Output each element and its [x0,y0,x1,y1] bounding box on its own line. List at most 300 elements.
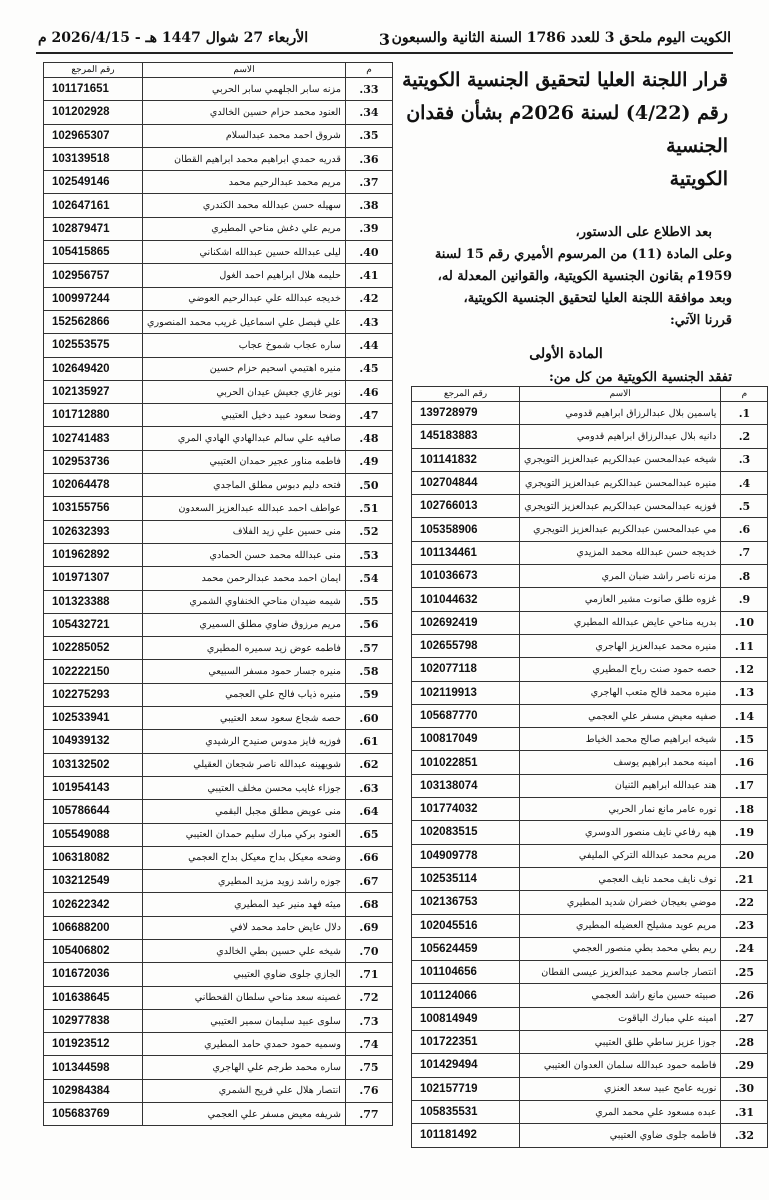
row-number: 11. [721,634,768,657]
table-row [44,264,393,287]
table-row [44,637,393,660]
header-name: الاسم [520,387,721,402]
row-number: 47. [345,404,392,427]
row-number: 76. [345,1079,392,1102]
table-row [412,495,768,518]
table-row [44,916,393,939]
person-name: جوزاء غايب محسن مخلف العتيبي [143,776,346,799]
reference-number: 105683769 [44,1103,143,1126]
row-number: 5. [721,495,768,518]
reference-number: 102077118 [412,658,520,681]
article-title: المادة الأولى [529,346,603,362]
reference-number: 102083515 [412,821,520,844]
row-number: 77. [345,1103,392,1126]
table-header-row [412,387,768,402]
row-number: 9. [721,588,768,611]
row-number: 74. [345,1033,392,1056]
row-number: 10. [721,611,768,634]
row-number: 69. [345,916,392,939]
table-row [412,798,768,821]
reference-number: 102275293 [44,683,143,706]
row-number: 38. [345,194,392,217]
row-number: 72. [345,986,392,1009]
table-row [44,730,393,753]
reference-number: 105432721 [44,613,143,636]
row-number: 64. [345,800,392,823]
row-number: 28. [721,1031,768,1054]
row-number: 25. [721,961,768,984]
row-number: 71. [345,963,392,986]
row-number: 13. [721,681,768,704]
person-name: منيره محمد فالح متعب الهاجري [520,681,721,704]
reference-number: 102649420 [44,357,143,380]
reference-number: 102692419 [412,611,520,634]
row-number: 18. [721,798,768,821]
table-row [412,984,768,1007]
decree-title-line: رقم (4/22) لسنة 2026م بشأن فقدان الجنسية [406,102,728,157]
reference-number: 102045516 [412,914,520,937]
reference-number: 102136753 [412,891,520,914]
reference-number: 101323388 [44,590,143,613]
table-row [44,194,393,217]
table-row [44,776,393,799]
person-name: وضحا سعود عبيد دخيل العتيبي [143,404,346,427]
table-row [44,404,393,427]
reference-number: 102956757 [44,264,143,287]
person-name: هيه رفاعي نايف منصور الدوسري [520,821,721,844]
person-name: علي فيصل علي اسماعيل غريب محمد المنصوري [143,310,346,333]
reference-number: 101712880 [44,404,143,427]
row-number: 40. [345,241,392,264]
person-name: نوف نايف محمد نايف العجمي [520,867,721,890]
reference-number: 102965307 [44,124,143,147]
table-row [412,774,768,797]
table-row [44,660,393,683]
reference-number: 102632393 [44,520,143,543]
person-name: مريم عويد مشيلح العضيله المطيري [520,914,721,937]
decree-title-line: قرار اللجنة العليا لتحقيق الجنسية الكويتية [402,69,728,91]
reference-number: 102879471 [44,217,143,240]
row-number: 67. [345,870,392,893]
reference-number: 102704844 [412,471,520,494]
table-row [412,634,768,657]
reference-number: 103155756 [44,497,143,520]
reference-number: 102655798 [412,634,520,657]
reference-number: 101124066 [412,984,520,1007]
reference-number: 102222150 [44,660,143,683]
reference-number: 102622342 [44,893,143,916]
reference-number: 101429494 [412,1054,520,1077]
decree-paragraph: قررنا الآتي: [669,313,732,328]
person-name: شريفه معيض مسفر علي العجمي [143,1103,346,1126]
reference-number: 145183883 [412,425,520,448]
person-name: حليمه هلال ابراهيم احمد الغول [143,264,346,287]
row-number: 8. [721,565,768,588]
row-number: 34. [345,101,392,124]
row-number: 45. [345,357,392,380]
row-number: 19. [721,821,768,844]
reference-number: 101971307 [44,567,143,590]
row-number: 14. [721,704,768,727]
reference-number: 101022851 [412,751,520,774]
reference-number: 101036673 [412,565,520,588]
table-row [44,520,393,543]
header-ref: رقم المرجع [44,63,143,78]
table-row [44,613,393,636]
person-name: دلال عايض حامد محمد لافي [143,916,346,939]
header-name: الاسم [143,63,346,78]
names-table-2 [43,62,393,1126]
person-name: منيره محمد عبدالعزيز الهاجري [520,634,721,657]
row-number: 3. [721,448,768,471]
reference-number: 101134461 [412,541,520,564]
reference-number: 101171651 [44,78,143,101]
row-number: 70. [345,939,392,962]
row-number: 6. [721,518,768,541]
person-name: ياسمين بلال عبدالرزاق ابراهيم قدومي [520,402,721,425]
row-number: 62. [345,753,392,776]
table-row [44,1009,393,1032]
person-name: وضحه معيكل بداح معيكل بداح العجمي [143,846,346,869]
decree-body [400,222,732,332]
reference-number: 102984384 [44,1079,143,1102]
person-name: مريم مرزوق ضاوي مطلق السميري [143,613,346,636]
reference-number: 102157719 [412,1077,520,1100]
page-header [36,22,733,54]
row-number: 61. [345,730,392,753]
header-num: م [721,387,768,402]
table-row [44,823,393,846]
row-number: 54. [345,567,392,590]
table-row [412,658,768,681]
reference-number: 105835531 [412,1100,520,1123]
person-name: ايمان احمد محمد عبدالرحمن محمد [143,567,346,590]
person-name: نوريه عامح عبيد سعد العنزي [520,1077,721,1100]
row-number: 27. [721,1007,768,1030]
table-row [412,611,768,634]
reference-number: 104939132 [44,730,143,753]
reference-number: 103139518 [44,147,143,170]
table-row [44,1033,393,1056]
person-name: مريم محمد عبدالله التركي المليفي [520,844,721,867]
reference-number: 102533941 [44,707,143,730]
table-row [412,541,768,564]
table-row [412,588,768,611]
table-row [412,1077,768,1100]
row-number: 7. [721,541,768,564]
table-row [44,753,393,776]
person-name: منيره ذياب فالح علي العجمي [143,683,346,706]
row-number: 60. [345,707,392,730]
reference-number: 101672036 [44,963,143,986]
row-number: 51. [345,497,392,520]
table-row [44,590,393,613]
decree-paragraph: بعد الاطلاع على الدستور، [575,225,712,240]
row-number: 22. [721,891,768,914]
person-name: دانيه بلال عبدالرزاق ابراهيم قدومي [520,425,721,448]
table-row [44,380,393,403]
table-row [412,914,768,937]
person-name: صافيه علي سالم عبدالهادي الهادي المري [143,427,346,450]
table-row [412,1124,768,1147]
row-number: 26. [721,984,768,1007]
person-name: ساره عجاب شموخ عجاب [143,334,346,357]
person-name: حصه حمود صنت رباح المطيري [520,658,721,681]
table-row [44,497,393,520]
table-row [412,1007,768,1030]
table-row [412,937,768,960]
row-number: 29. [721,1054,768,1077]
row-number: 56. [345,613,392,636]
person-name: فاطمه مناور عجير حمدان العتيبي [143,450,346,473]
row-number: 31. [721,1100,768,1123]
person-name: جوزا عزيز ساطي طلق العتيبي [520,1031,721,1054]
reference-number: 152562866 [44,310,143,333]
table-row [44,870,393,893]
row-number: 48. [345,427,392,450]
row-number: 63. [345,776,392,799]
reference-number: 101962892 [44,543,143,566]
person-name: امينه محمد ابراهيم يوسف [520,751,721,774]
table-row [44,241,393,264]
person-name: فاطمه جلوى ضاوي العتيبي [520,1124,721,1147]
row-number: 46. [345,380,392,403]
person-name: قدريه حمدي ابراهيم محمد ابراهيم القطان [143,147,346,170]
person-name: منى عويض مطلق مجبل البقمي [143,800,346,823]
reference-number: 102741483 [44,427,143,450]
row-number: 16. [721,751,768,774]
person-name: خديجه عبدالله علي عبدالرحيم العوضي [143,287,346,310]
person-name: ساره محمد طرجم علي الهاجري [143,1056,346,1079]
person-name: مزنه ناصر راشد ضبان المري [520,565,721,588]
header-num: م [345,63,392,78]
reference-number: 102119913 [412,681,520,704]
reference-number: 102953736 [44,450,143,473]
person-name: عبده مسعود علي محمد المري [520,1100,721,1123]
table-row [44,567,393,590]
reference-number: 139728979 [412,402,520,425]
reference-number: 105415865 [44,241,143,264]
row-number: 41. [345,264,392,287]
row-number: 37. [345,171,392,194]
person-name: حصه شجاع سعود سعد العتيبي [143,707,346,730]
row-number: 20. [721,844,768,867]
person-name: مزنه سابر الجلهمي سابر الحربي [143,78,346,101]
person-name: فتحه دليم دبوس مطلق الماجدي [143,474,346,497]
table-row [44,474,393,497]
reference-number: 101104656 [412,961,520,984]
table-row [412,821,768,844]
person-name: فوزيه عبدالمحسن عبدالكريم عبدالعزيز التويجري [520,495,721,518]
reference-number: 102553575 [44,334,143,357]
row-number: 21. [721,867,768,890]
table-row [44,357,393,380]
row-number: 58. [345,660,392,683]
table-row [44,800,393,823]
decree-title [400,64,728,196]
row-number: 59. [345,683,392,706]
row-number: 49. [345,450,392,473]
table-row [44,893,393,916]
person-name: العنود محمد حزام حسين الخالدي [143,101,346,124]
row-number: 1. [721,402,768,425]
table-row [412,1054,768,1077]
reference-number: 101722351 [412,1031,520,1054]
reference-number: 103138074 [412,774,520,797]
table-row [44,1056,393,1079]
table-row [44,543,393,566]
row-number: 30. [721,1077,768,1100]
reference-number: 105687770 [412,704,520,727]
reference-number: 101638645 [44,986,143,1009]
person-name: شويهينه عبدالله ناصر شجعان العقيلي [143,753,346,776]
table-row [44,147,393,170]
row-number: 39. [345,217,392,240]
table-row [412,565,768,588]
person-name: بدريه مناحي عايض عبدالله المطيري [520,611,721,634]
table-row [44,707,393,730]
table-row [412,704,768,727]
reference-number: 101923512 [44,1033,143,1056]
decree-paragraph: وبعد موافقة اللجنة العليا لتحقيق الجنسية الكويتية، [463,291,732,306]
table-row [412,518,768,541]
row-number: 35. [345,124,392,147]
reference-number: 102977838 [44,1009,143,1032]
person-name: فوزيه فايز مدوس صنيدح الرشيدي [143,730,346,753]
row-number: 57. [345,637,392,660]
reference-number: 101044632 [412,588,520,611]
row-number: 50. [345,474,392,497]
person-name: نوير غازي جعيش عيدان الحربي [143,380,346,403]
row-number: 33. [345,78,392,101]
reference-number: 105358906 [412,518,520,541]
person-name: سلوى عبيد سليمان سمير العتيبي [143,1009,346,1032]
row-number: 52. [345,520,392,543]
reference-number: 103132502 [44,753,143,776]
gazette-issue: الكويت اليوم ملحق 3 للعدد 1786 السنة الثانية والسبعون [391,30,731,46]
person-name: العنود بركي مبارك سليم حمدان العتيبي [143,823,346,846]
table-row [412,867,768,890]
row-number: 66. [345,846,392,869]
person-name: موضي بعيجان خضران شديد المطيري [520,891,721,914]
person-name: فاطمه عوض زيد سميره المطيري [143,637,346,660]
person-name: فاطمه حمود عبدالله سلمان العدوان العتيبي [520,1054,721,1077]
table-row [44,1103,393,1126]
person-name: شيمه ضيدان مناحي الخنفاوي الشمري [143,590,346,613]
reference-number: 102647161 [44,194,143,217]
table-row [412,728,768,751]
table-row [412,1031,768,1054]
person-name: خديجه حسن عبدالله محمد المزيدي [520,541,721,564]
row-number: 55. [345,590,392,613]
person-name: امينه علي مبارك الياقوت [520,1007,721,1030]
person-name: منيره جسار حمود مسفر السبيعي [143,660,346,683]
row-number: 43. [345,310,392,333]
table-row [412,961,768,984]
reference-number: 106318082 [44,846,143,869]
row-number: 32. [721,1124,768,1147]
row-number: 65. [345,823,392,846]
person-name: انتصار جاسم محمد عبدالعزيز عيسى القطان [520,961,721,984]
person-name: جوزه راشد زويد مزيد المطيري [143,870,346,893]
table-row [412,425,768,448]
table-row [412,402,768,425]
person-name: ليلى عبدالله حسين عبدالله اشكناني [143,241,346,264]
reference-number: 105406802 [44,939,143,962]
row-number: 15. [721,728,768,751]
person-name: منى عبدالله محمد حسن الحمادي [143,543,346,566]
person-name: ريم بطي محمد بطي منصور العجمي [520,937,721,960]
table-row [44,310,393,333]
decree-title-line: الكويتية [669,168,728,190]
person-name: وسميه حمود حمدي حامد المطيري [143,1033,346,1056]
person-name: صفيه معيض مسفر علي العجمي [520,704,721,727]
reference-number: 105624459 [412,937,520,960]
reference-number: 102285052 [44,637,143,660]
row-number: 4. [721,471,768,494]
table-row [412,681,768,704]
table-row [44,334,393,357]
table-header-row [44,63,393,78]
reference-number: 100817049 [412,728,520,751]
table-row [412,844,768,867]
table-row [44,1079,393,1102]
table-row [412,1100,768,1123]
row-number: 68. [345,893,392,916]
table-row [44,287,393,310]
person-name: ميثه فهد منير عيد المطيري [143,893,346,916]
reference-number: 102535114 [412,867,520,890]
table-row [44,939,393,962]
reference-number: 101141832 [412,448,520,471]
names-table-1 [411,386,768,1148]
person-name: مريم محمد عبدالرحيم محمد [143,171,346,194]
person-name: شيخه علي حسين بطي الخالدي [143,939,346,962]
table-row [44,427,393,450]
reference-number: 101954143 [44,776,143,799]
row-number: 36. [345,147,392,170]
row-number: 24. [721,937,768,960]
table-row [44,963,393,986]
table-row [412,448,768,471]
row-number: 42. [345,287,392,310]
row-number: 2. [721,425,768,448]
decree-section [400,58,732,385]
reference-number: 102135927 [44,380,143,403]
reference-number: 104909778 [412,844,520,867]
person-name: شيخه ابراهيم صالح محمد الخياط [520,728,721,751]
reference-number: 102766013 [412,495,520,518]
person-name: عواطف احمد عبدالله عبدالعزيز السعدون [143,497,346,520]
reference-number: 102549146 [44,171,143,194]
table-row [44,217,393,240]
table-row [44,683,393,706]
page-number: 3 [378,30,391,49]
table-row [412,751,768,774]
person-name: غزوه طلق صانوت مشير العازمي [520,588,721,611]
row-number: 75. [345,1056,392,1079]
reference-number: 100814949 [412,1007,520,1030]
person-name: شروق احمد محمد عبدالسلام [143,124,346,147]
table-row [44,171,393,194]
row-number: 53. [345,543,392,566]
person-name: صبيته حسين مانع راشد العجمي [520,984,721,1007]
row-number: 73. [345,1009,392,1032]
table-row [412,471,768,494]
person-name: انتصار هلال علي فريح الشمري [143,1079,346,1102]
reference-number: 101202928 [44,101,143,124]
table-row [412,891,768,914]
